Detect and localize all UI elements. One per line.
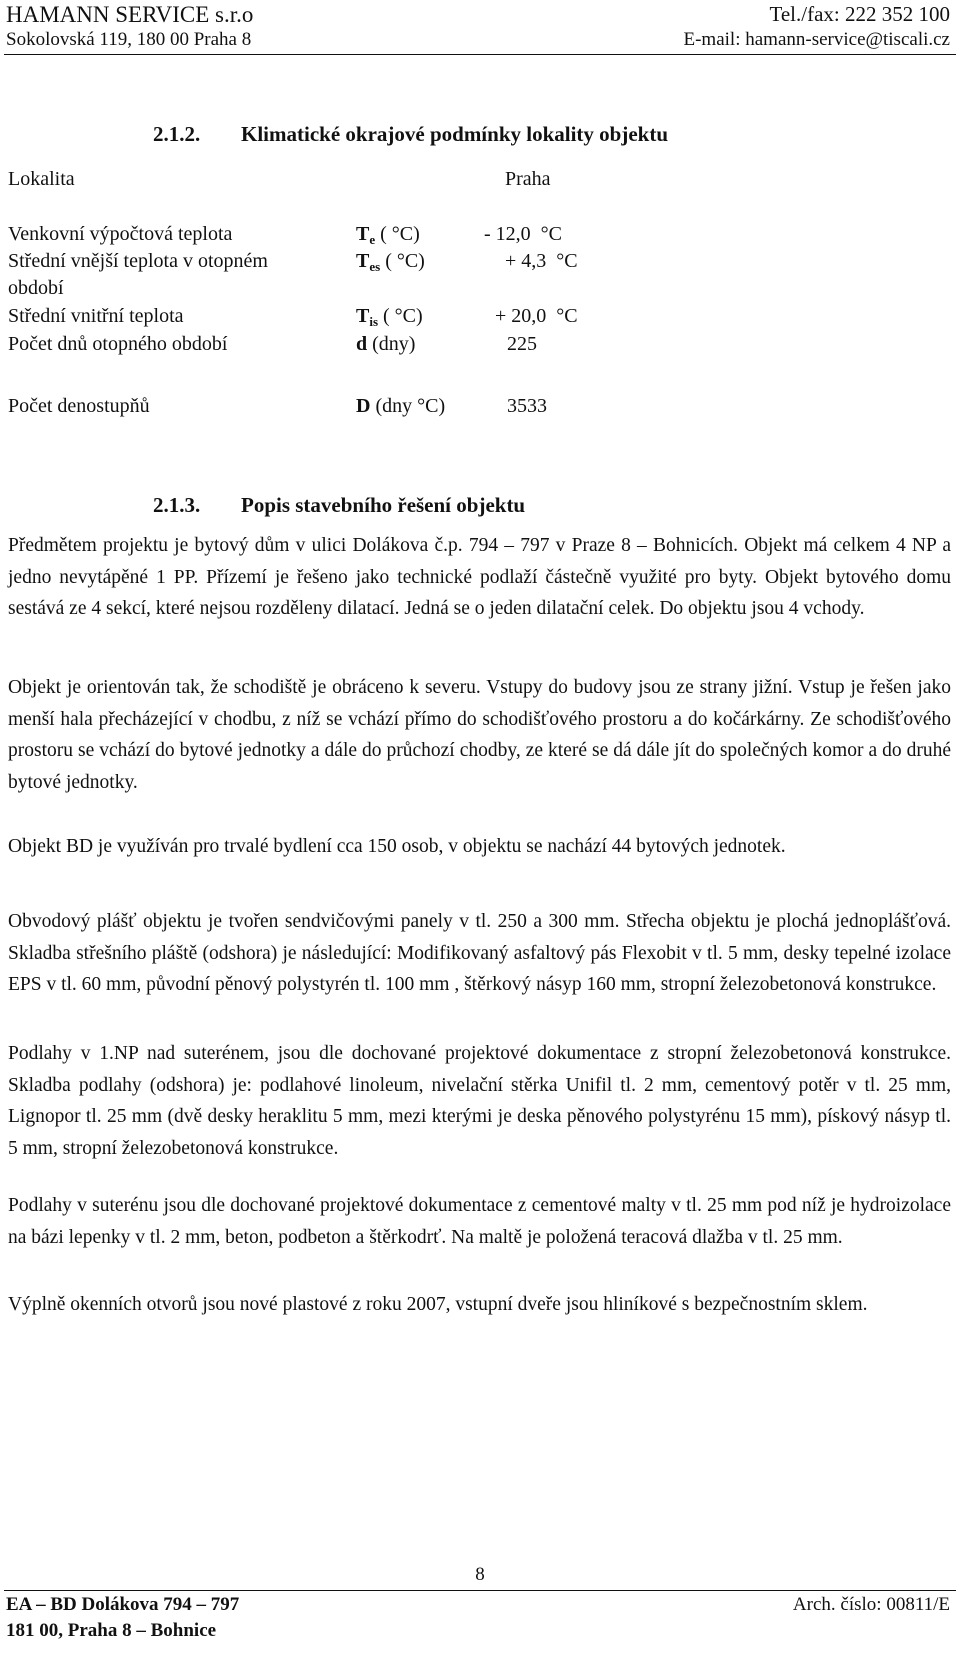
- row-value: 3533: [507, 395, 547, 417]
- page-header: [0, 0, 960, 56]
- company-address: Sokolovská 119, 180 00 Praha 8: [6, 29, 252, 50]
- row-label: Počet denostupňů: [8, 395, 150, 417]
- section-213-heading: [153, 493, 525, 518]
- section-212-number: 2.1.2.: [153, 122, 201, 146]
- row-value: - 12,0 °C: [484, 223, 562, 245]
- row-value: + 4,3 °C: [505, 250, 578, 272]
- paragraph: Podlahy v suterénu jsou dle dochované projektové dokumentace z cementové malty v tl. 25 mm pod níž je hydroizolace na bázi lepenky v tl. 2 mm, beton, podbeton a štěrkodrť. Na maltě je položená teracová dlažba v tl. 25 mm.: [8, 1195, 951, 1248]
- section-213-title: Popis stavebního řešení objektu: [241, 493, 526, 517]
- row-label: Počet dnů otopného období: [8, 333, 228, 355]
- row-label: Střední vnitřní teplota: [8, 305, 184, 327]
- section-212-title: Klimatické okrajové podmínky lokality objektu: [241, 122, 669, 146]
- row-symbol: $T_{es}$ ( °C): [356, 250, 425, 274]
- paragraph: Objekt BD je využíván pro trvalé bydlení cca 150 osob, v objektu se nachází 44 bytových jednotek.: [8, 836, 786, 857]
- page-number: 8: [475, 1564, 485, 1585]
- footer-address: 181 00, Praha 8 – Bohnice: [6, 1620, 217, 1641]
- footer-divider: [4, 1590, 956, 1591]
- row-symbol: $T_{is}$ ( °C): [356, 305, 423, 329]
- row-value: + 20,0 °C: [495, 305, 578, 327]
- row-label: Venkovní výpočtová teplota: [8, 223, 233, 245]
- row-symbol: d (dny): [356, 333, 416, 355]
- company-name: HAMANN SERVICE s.r.o: [6, 2, 254, 27]
- paragraph: Výplně okenních otvorů jsou nové plastové z roku 2007, vstupní dveře jsou hliníkové s bezpečnostním sklem.: [8, 1294, 868, 1315]
- section-213-number: 2.1.3.: [153, 493, 201, 517]
- section-212-heading: [153, 122, 668, 147]
- company-phone: Tel./fax: 222 352 100: [769, 2, 950, 26]
- row-label: Střední vnější teplota v otopném: [8, 250, 268, 272]
- row-label: období: [8, 277, 64, 299]
- company-email: E-mail: hamann-service@tiscali.cz: [683, 29, 950, 50]
- row-value: 225: [507, 333, 537, 355]
- row-symbol: $T_e$ ( °C): [356, 223, 420, 247]
- footer-project: EA – BD Dolákova 794 – 797: [6, 1594, 240, 1615]
- paragraph: Předmětem projektu je bytový dům v ulici Dolákova č.p. 794 – 797 v Praze 8 – Bohnicích. Objekt má celkem 4 NP a jedno nevytápěné 1 PP. Přízemí je řešeno jako technické podlaží částečně využité pro byty. Objekt bytového domu sestává ze 4 sekcí, které nejsou rozděleny dilatací. Jedná se o jeden dilatační celek. Do objektu jsou 4 vchody.: [8, 535, 951, 619]
- locality-label: Lokalita: [8, 168, 75, 190]
- footer-archive-number: Arch. číslo: 00811/E: [792, 1594, 950, 1615]
- row-symbol: D (dny °C): [356, 395, 446, 417]
- header-divider: [4, 54, 956, 55]
- paragraph: Obvodový plášť objektu je tvořen sendvičovými panely v tl. 250 a 300 mm. Střecha objektu je plochá jednoplášťová. Skladba střešního pláště (odshora) je následující: Modifikovaný asfaltový pás Flexobit v tl. 5 mm, desky tepelné izolace EPS v tl. 60 mm, původní pěnový polystyrén tl. 100 mm , štěrkový násyp 160 mm, stropní železobetonová konstrukce.: [8, 911, 951, 995]
- page-footer: [0, 1560, 960, 1667]
- paragraph: Objekt je orientován tak, že schodiště je obráceno k severu. Vstupy do budovy jsou ze strany jižní. Vstup je řešen jako menší hala přecházející v chodbu, z níž se vchází přímo do schodišťového prostoru a do kočárkárny. Ze schodišťového prostoru se vchází do bytové jednotky a dále do průchozí chodby, ze které se dá dále jít do společných komor a do druhé bytové jednotky.: [8, 677, 951, 793]
- locality-value: Praha: [505, 168, 551, 190]
- paragraph: Podlahy v 1.NP nad suterénem, jsou dle dochované projektové dokumentace z stropní železobetonová konstrukce. Skladba podlahy (odshora) je: podlahové linoleum, nivelační stěrka Unifil tl. 2 mm, cementový potěr v tl. 25 mm, Lignopor tl. 25 mm (dvě desky heraklitu 5 mm, mezi kterými je deska pěnového polystyrénu 15 mm), pískový násyp tl. 5 mm, stropní železobetonová konstrukce.: [8, 1043, 951, 1159]
